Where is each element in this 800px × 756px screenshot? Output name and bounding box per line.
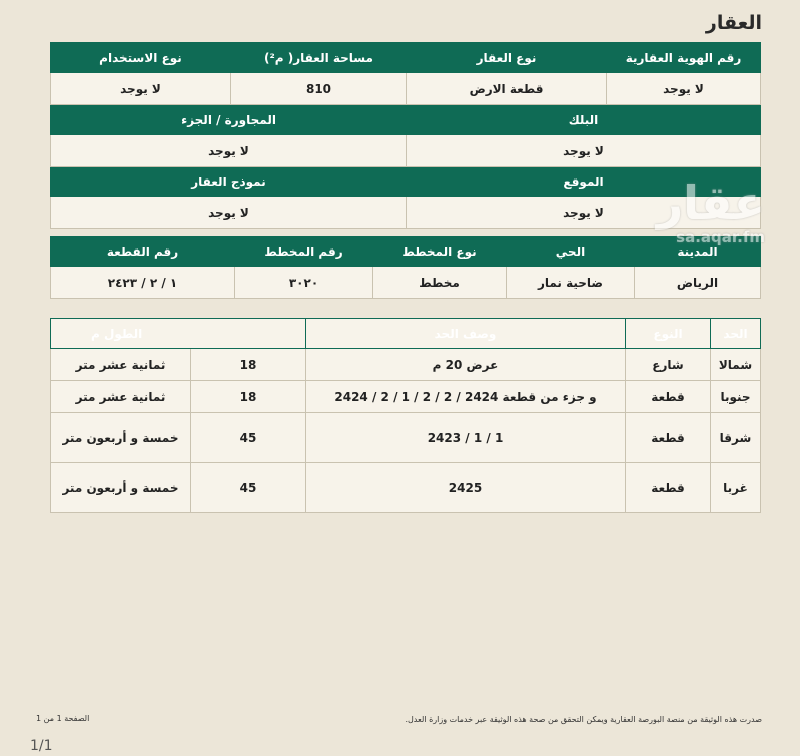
footer-note: صدرت هذه الوثيقة من منصة البورصة العقارية ويمكن التحقق من صحة هذه الوثيقة عبر خدمات وزارة العدل. xyxy=(405,715,762,724)
boundary-desc: 2425 xyxy=(306,463,626,513)
page-label: الصفحة 1 من 1 xyxy=(36,714,90,723)
boundary-type: قطعة xyxy=(626,463,711,513)
header-boundary-type: النوع xyxy=(626,319,711,349)
boundary-length-text: خمسة و أربعون متر xyxy=(51,413,191,463)
header-usage-type: نوع الاستخدام xyxy=(51,43,231,73)
boundaries-table xyxy=(50,318,761,513)
boundary-desc: 1 / 1 / 2423 xyxy=(306,413,626,463)
boundary-side: شمالا xyxy=(711,349,761,381)
boundary-length-text: ثمانية عشر متر xyxy=(51,381,191,413)
table-row xyxy=(51,349,761,381)
boundary-side: شرقا xyxy=(711,413,761,463)
value-property-model: لا يوجد xyxy=(51,197,407,229)
header-plan-type: نوع المخطط xyxy=(373,237,507,267)
boundary-side: غربا xyxy=(711,463,761,513)
table-row xyxy=(51,413,761,463)
value-city: الرياض xyxy=(635,267,761,299)
value-plan-type: مخطط xyxy=(373,267,507,299)
aqar-watermark xyxy=(585,178,765,268)
value-plot-number: ١ / ٢ / ٢٤٢٣ xyxy=(51,267,235,299)
boundary-length: 45 xyxy=(191,413,306,463)
boundary-side: جنوبا xyxy=(711,381,761,413)
value-neighborhood-part: لا يوجد xyxy=(51,135,407,167)
header-location: الموقع xyxy=(407,167,761,197)
value-location: لا يوجد xyxy=(407,197,761,229)
value-plan-number: ٣٠٢٠ xyxy=(235,267,373,299)
header-district: الحي xyxy=(507,237,635,267)
boundary-type: شارع xyxy=(626,349,711,381)
boundary-length: 18 xyxy=(191,381,306,413)
header-block: البلك xyxy=(407,105,761,135)
boundary-length: 45 xyxy=(191,463,306,513)
header-property-area: مساحة العقار( م²) xyxy=(231,43,407,73)
aqar-logo-icon: عقار xyxy=(656,176,765,230)
header-boundary-desc: وصف الحد xyxy=(306,319,626,349)
header-plan-number: رقم المخطط xyxy=(235,237,373,267)
boundary-type: قطعة xyxy=(626,381,711,413)
header-neighborhood-part: المجاورة / الجزء xyxy=(51,105,407,135)
header-property-type: نوع العقار xyxy=(407,43,607,73)
boundary-length: 18 xyxy=(191,349,306,381)
value-property-type: قطعة الارض xyxy=(407,73,607,105)
value-property-area: 810 xyxy=(231,73,407,105)
header-plot-number: رقم القطعة xyxy=(51,237,235,267)
header-boundary-side: الحد xyxy=(711,319,761,349)
value-block: لا يوجد xyxy=(407,135,761,167)
header-boundary-length: الطول م xyxy=(51,319,306,349)
header-city: المدينة xyxy=(635,237,761,267)
boundary-length-text: خمسة و أربعون متر xyxy=(51,463,191,513)
table-row xyxy=(51,463,761,513)
boundary-length-text: ثمانية عشر متر xyxy=(51,349,191,381)
header-property-id: رقم الهوية العقارية xyxy=(607,43,761,73)
boundary-desc: و جزء من قطعة 2424 / 2 / 2 / 1 / 2 / 2424 xyxy=(306,381,626,413)
watermark-url: sa.aqar.fm xyxy=(676,228,765,246)
value-property-id: لا يوجد xyxy=(607,73,761,105)
value-usage-type: لا يوجد xyxy=(51,73,231,105)
value-district: ضاحية نمار xyxy=(507,267,635,299)
boundary-type: قطعة xyxy=(626,413,711,463)
page-fraction: 1/1 xyxy=(30,738,53,754)
header-property-model: نموذج العقار xyxy=(51,167,407,197)
table-row xyxy=(51,381,761,413)
section-title: العقار xyxy=(705,12,762,34)
boundary-desc: عرض 20 م xyxy=(306,349,626,381)
